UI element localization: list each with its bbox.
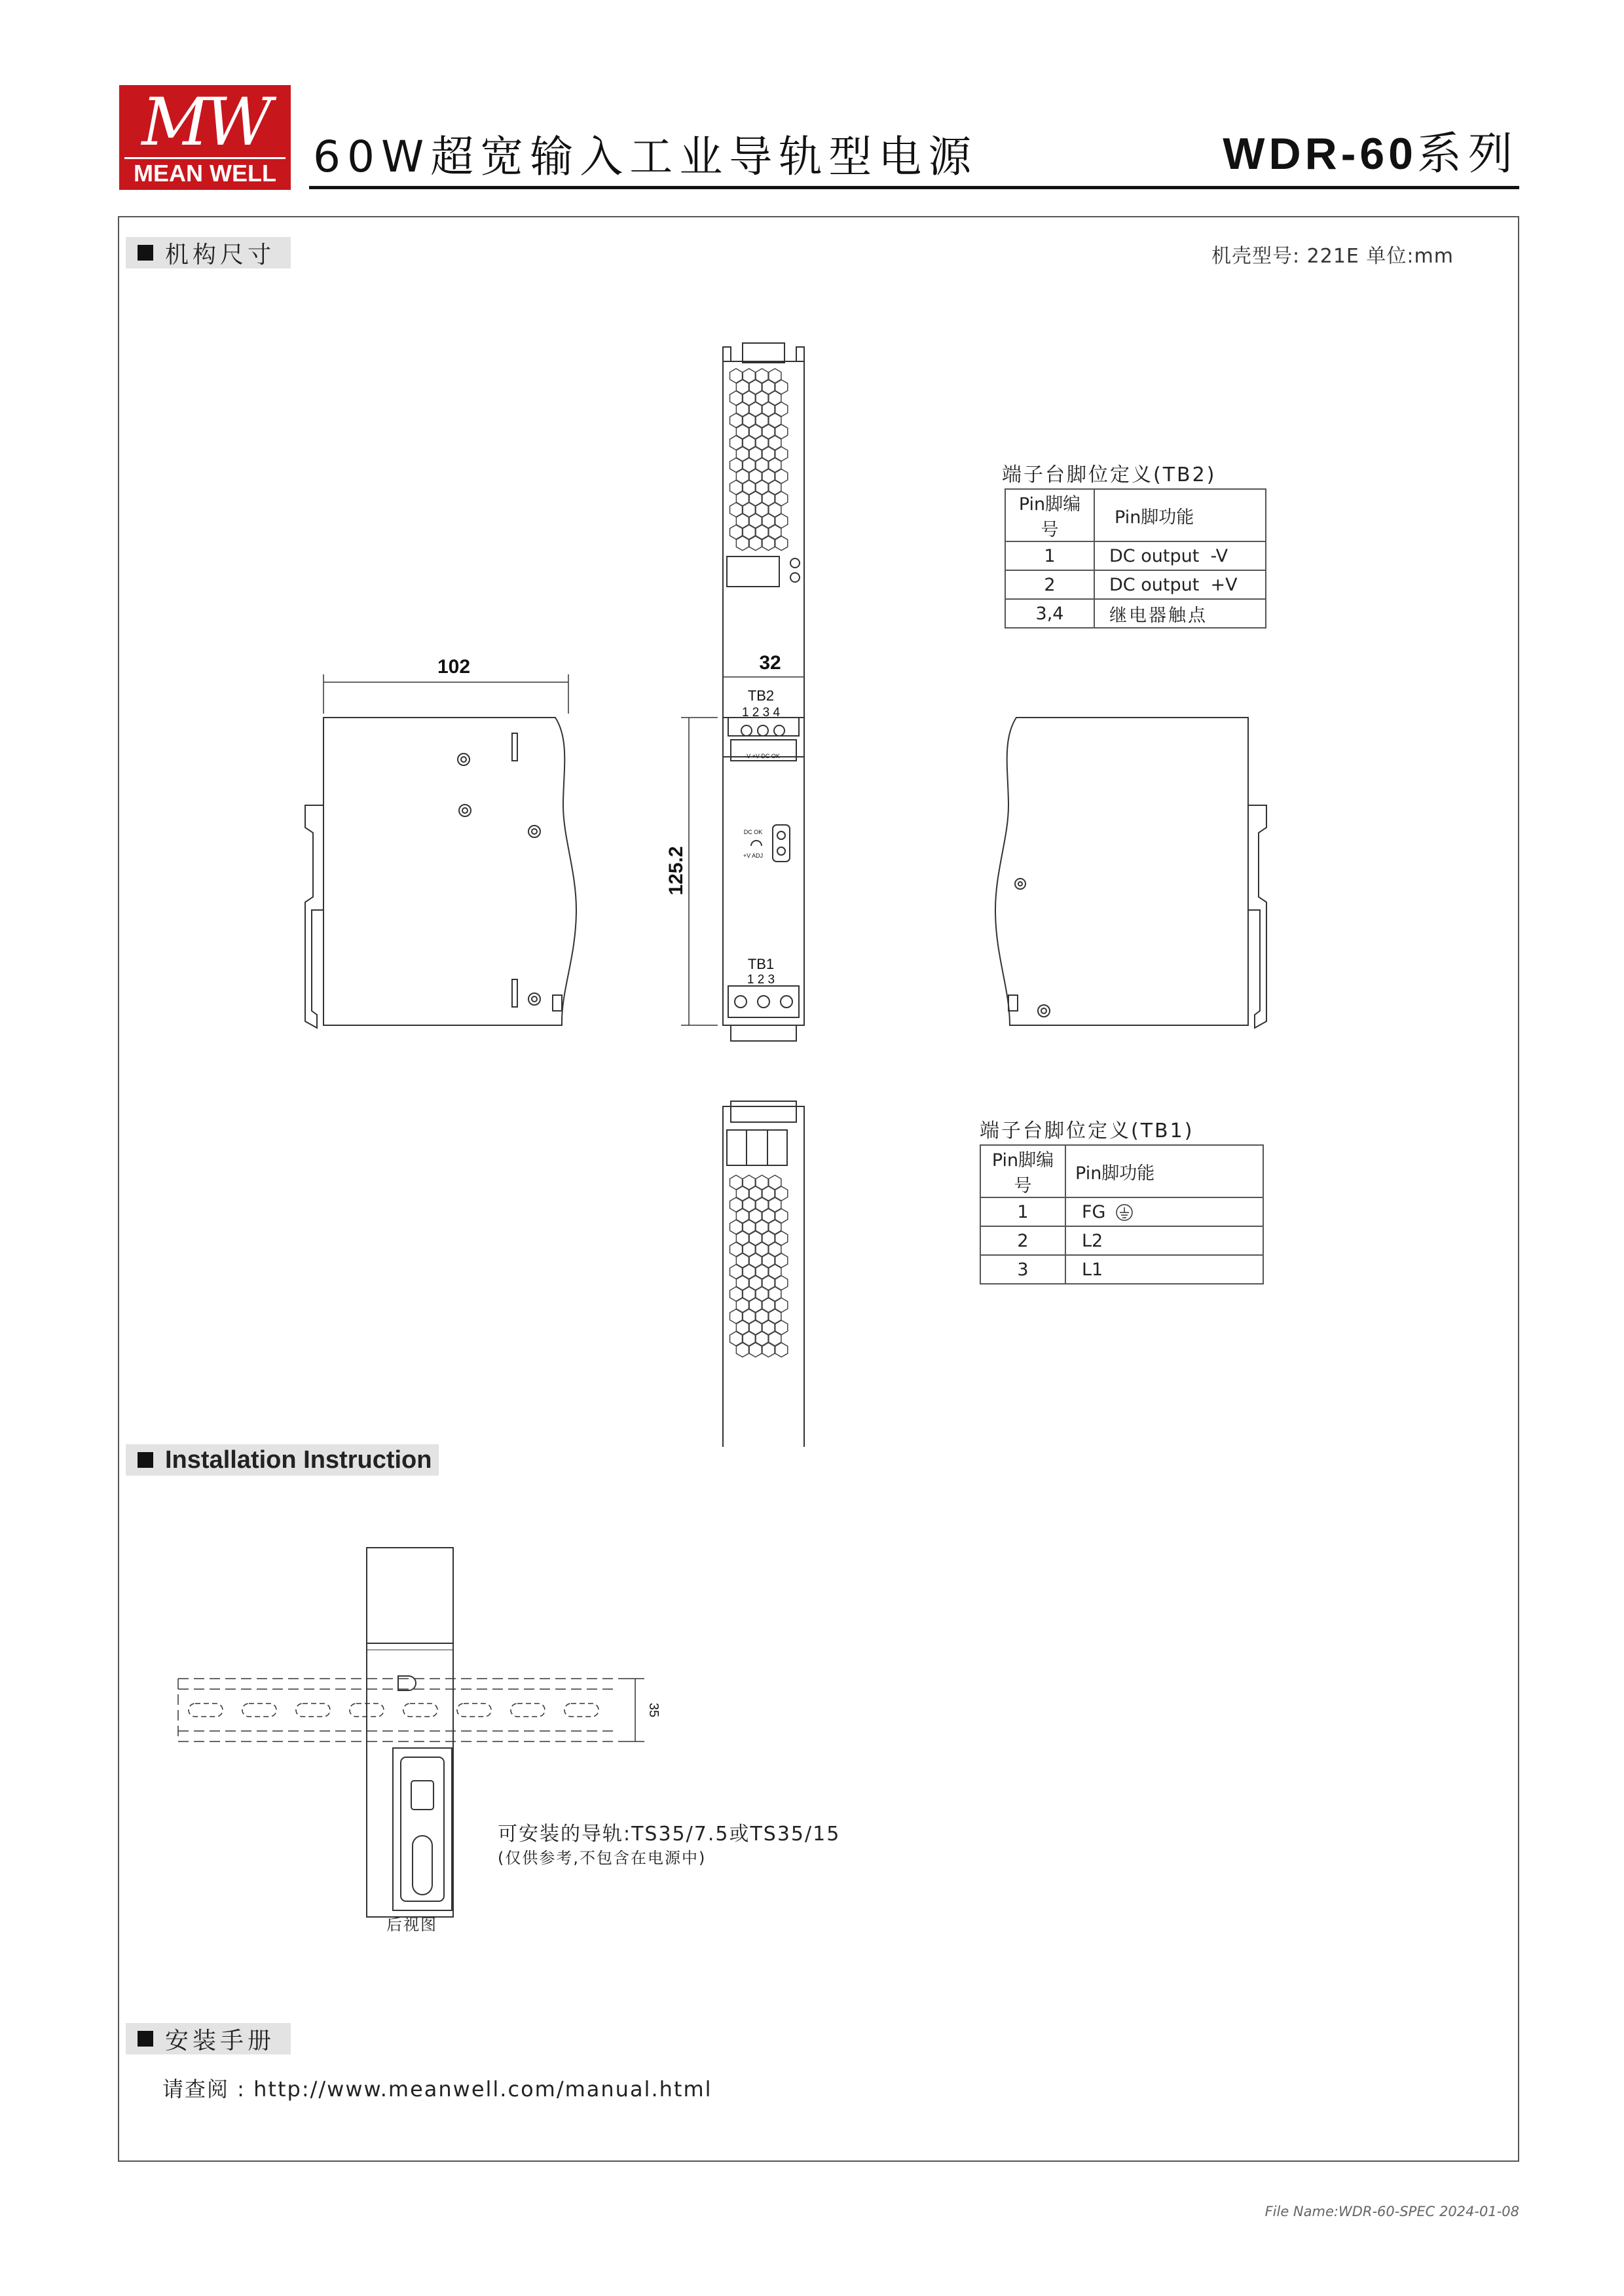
table-row xyxy=(980,1255,1263,1284)
rail-slot xyxy=(564,1704,599,1717)
tb2-pin-table xyxy=(1005,488,1266,629)
pin-function-cell xyxy=(1065,1197,1263,1226)
vent-pattern xyxy=(730,1175,788,1357)
vent-hole xyxy=(736,1343,748,1357)
pin-function: 继电器触点 xyxy=(1094,599,1266,628)
dim-depth: 32 xyxy=(759,652,781,674)
dimension-lines xyxy=(323,669,804,1025)
rail-slots xyxy=(189,1704,599,1717)
header-rule xyxy=(309,186,1519,189)
tb2-caption: 端子台脚位定义(TB2) xyxy=(1002,464,1217,486)
rail-slot xyxy=(242,1704,276,1717)
table-header-row xyxy=(1005,489,1266,541)
tb1-caption: 端子台脚位定义(TB1) xyxy=(980,1120,1194,1142)
pin-number: 3,4 xyxy=(1005,599,1094,628)
table-header-cell: Pin脚编号 xyxy=(980,1145,1065,1197)
tb2-pin-numbers: 1 2 3 4 xyxy=(741,706,781,720)
logo-mark: MW xyxy=(141,84,268,160)
right-side-view xyxy=(995,718,1266,1028)
installation-drawing xyxy=(118,1506,747,1964)
vent-hole xyxy=(775,1343,788,1357)
vent-hole xyxy=(736,536,748,551)
table-header-cell: Pin脚编号 xyxy=(1005,489,1094,541)
table-header-row xyxy=(980,1145,1263,1197)
section-installation xyxy=(126,1444,439,1476)
tb2-label: TB2 xyxy=(747,687,775,704)
pin-number: 2 xyxy=(1005,570,1094,599)
table-row xyxy=(1005,570,1266,599)
model-series xyxy=(1223,124,1519,184)
dim-width: 102 xyxy=(437,656,471,678)
rear-view-label: 后视图 xyxy=(386,1916,437,1934)
pin-function: L2 xyxy=(1065,1226,1263,1255)
pin-function: L1 xyxy=(1065,1255,1263,1284)
table-row xyxy=(1005,541,1266,570)
rail-slot xyxy=(189,1704,223,1717)
section-label: Installation Instruction xyxy=(165,1446,432,1474)
pin-number: 1 xyxy=(980,1197,1065,1226)
rail-dimension: 35 xyxy=(646,1702,661,1718)
file-name-footer: File Name:WDR-60-SPEC 2024-01-08 xyxy=(1264,2204,1519,2219)
table-header-cell: Pin脚功能 xyxy=(1065,1145,1263,1197)
rail-slot xyxy=(511,1704,545,1717)
pin-number: 1 xyxy=(1005,541,1094,570)
pin-function: DC output +V xyxy=(1094,570,1266,599)
pin-number: 2 xyxy=(980,1226,1065,1255)
vent-hole xyxy=(749,536,762,551)
section-manual xyxy=(126,2023,291,2054)
ground-icon xyxy=(1115,1203,1134,1222)
section-bullet xyxy=(138,1452,153,1468)
document-title: 60W超宽输入工业导轨型电源 xyxy=(313,132,978,182)
rail-slot xyxy=(403,1704,437,1717)
tb1-pin-numbers: 1 2 3 xyxy=(747,973,775,987)
mechanical-drawing xyxy=(118,216,1519,1447)
pin-function: DC output -V xyxy=(1094,541,1266,570)
table-row xyxy=(980,1197,1263,1226)
meanwell-logo xyxy=(119,85,291,190)
din-rail xyxy=(178,1679,616,1741)
model-suffix: 系列 xyxy=(1416,128,1519,180)
vent-hole xyxy=(749,1343,762,1357)
table-row xyxy=(980,1226,1263,1255)
table-row xyxy=(1005,599,1266,628)
tb1-label: TB1 xyxy=(747,956,775,972)
rail-slot xyxy=(296,1704,330,1717)
section-label: 机构尺寸 xyxy=(165,241,276,268)
rail-sub-note: (仅供参考,不包含在电源中) xyxy=(498,1849,707,1867)
rail-note: 可安装的导轨:TS35/7.5或TS35/15 xyxy=(498,1823,841,1846)
rail-slot xyxy=(457,1704,491,1717)
manual-link-text: 请查阅 : http://www.meanwell.com/manual.html xyxy=(162,2077,712,2102)
led-label: DC OK xyxy=(743,829,763,835)
front-view xyxy=(723,718,804,1041)
adj-label: +V ADJ xyxy=(743,852,764,859)
dim-height: 125.2 xyxy=(665,846,687,896)
case-info: 机壳型号: 221E 单位:mm xyxy=(1211,245,1454,268)
vent-hole xyxy=(762,1343,775,1357)
tb2-pin-marks: -V +V DC OK xyxy=(745,753,780,759)
bottom-view xyxy=(723,1101,804,1447)
pin-function: FG xyxy=(1082,1201,1106,1222)
pin-number: 3 xyxy=(980,1255,1065,1284)
table-header-cell: Pin脚功能 xyxy=(1094,489,1266,541)
vent-pattern xyxy=(730,369,788,551)
tb1-pin-table xyxy=(980,1144,1264,1285)
vent-hole xyxy=(762,536,775,551)
section-bullet xyxy=(138,2031,153,2047)
left-side-view xyxy=(305,718,576,1028)
logo-text: MEAN WELL xyxy=(124,157,286,187)
section-label: 安装手册 xyxy=(165,2027,276,2054)
model-name: WDR-60 xyxy=(1223,129,1417,179)
vent-hole xyxy=(775,536,788,551)
